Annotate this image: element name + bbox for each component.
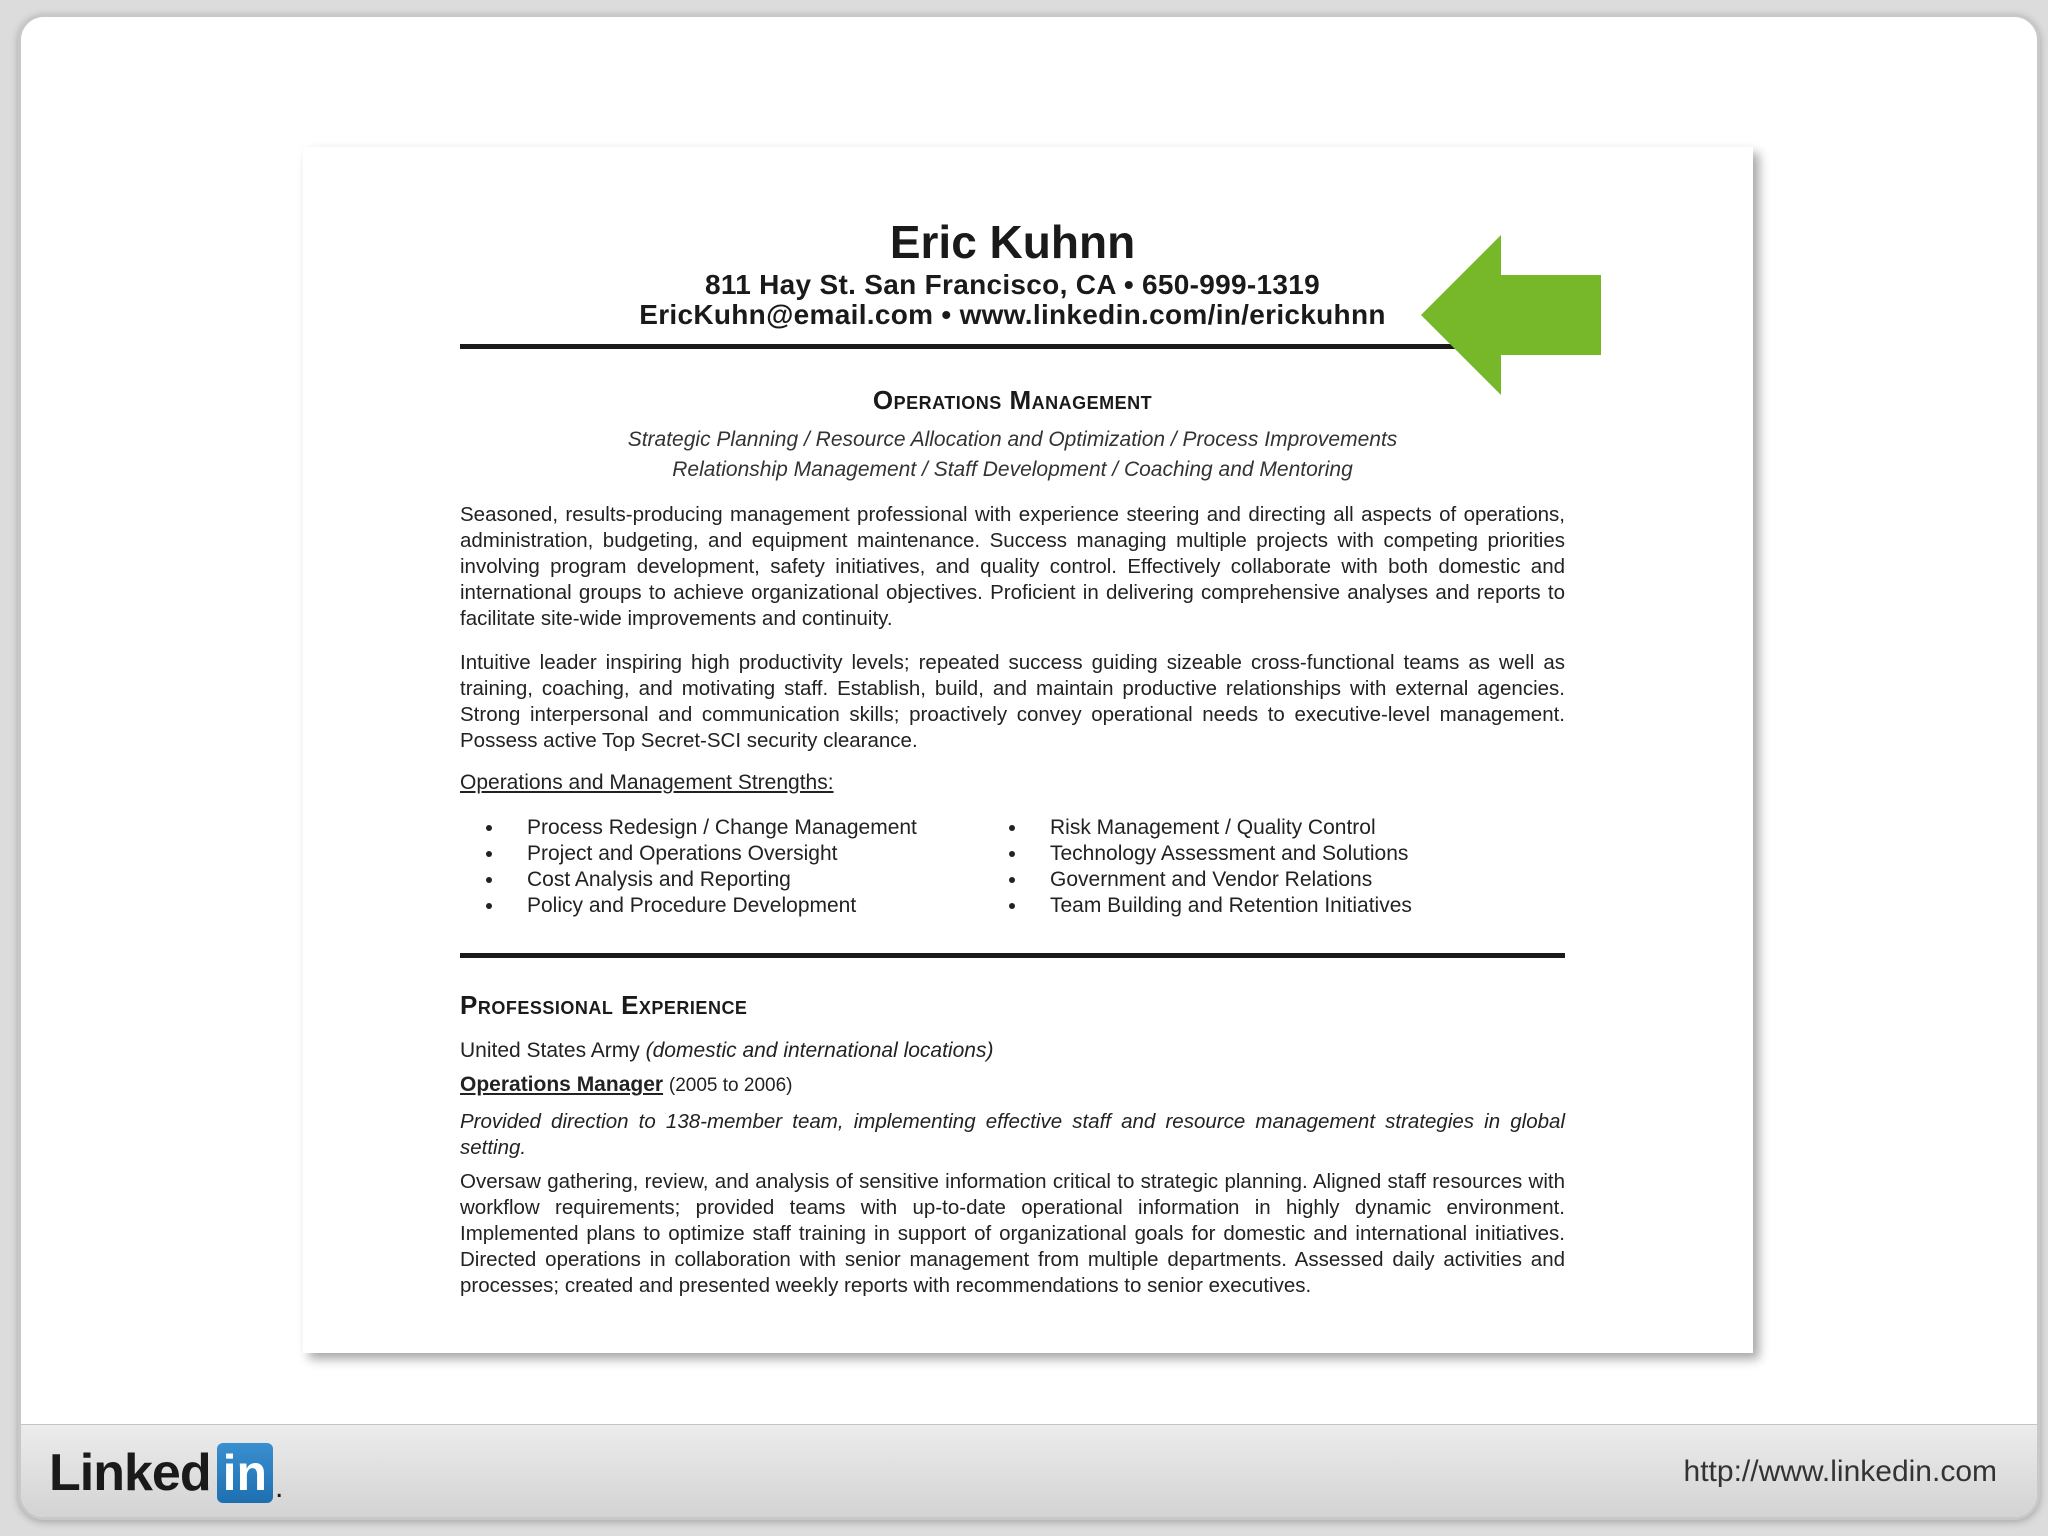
strengths-heading: Operations and Management Strengths: [460,771,834,794]
job-summary: Provided direction to 138-member team, implementing effective staff and resource management strategies in global setting. [460,1110,1565,1159]
slide [18,14,2040,1520]
strengths-list-left [425,815,1025,919]
contact-address-phone: 811 Hay St. San Francisco, CA • 650-999-1319 [705,269,1320,300]
employer-name: United States Army [460,1039,640,1062]
contact-email-url: EricKuhn@email.com • www.linkedin.com/in/erickuhnn [639,299,1386,330]
section-title-experience: Professional Experience [460,990,748,1020]
linkedin-logo[interactable] [49,1441,283,1505]
job-title: Operations Manager [460,1073,664,1096]
list-item: • Team Building and Retention Initiatives [1028,893,1588,919]
summary-paragraph-1: Seasoned, results-producing management professional with experience steering and directing all aspects of operations, administration, budgeting, and equipment maintenance. Success managing multiple projects with competing priorities involving program development, safety initiatives, and quality control. Effectively collaborate with both domestic and international groups to achieve organizational objectives. Proficient in delivering comprehensive analyses and reports to facilitate site-wide improvements and continuity. [460,503,1565,630]
resume-name: Eric Kuhnn [889,216,1136,268]
employer-line [460,1039,993,1063]
list-item: • Process Redesign / Change Management [505,815,1025,841]
resume-page [303,147,1753,1353]
footer-bar [21,1424,2037,1517]
logo-dot: . [275,1471,284,1504]
skills-line-1: Strategic Planning / Resource Allocation and Optimization / Process Improvements [627,428,1398,451]
job-title-line [460,1073,793,1097]
logo-in-badge: in [217,1443,273,1503]
header-rule [460,344,1565,349]
list-item: • Cost Analysis and Reporting [505,867,1025,893]
section-rule [460,953,1565,958]
list-item: • Risk Management / Quality Control [1028,815,1588,841]
section-title-operations: Operations Management [872,385,1153,415]
logo-linked-text: Linked [49,1444,211,1502]
employer-note: (domestic and international locations) [645,1039,994,1062]
skills-line-2: Relationship Management / Staff Development / Coaching and Mentoring [672,458,1353,481]
footer-url-link[interactable]: http://www.linkedin.com [1683,1455,1997,1488]
list-item: • Government and Vendor Relations [1028,867,1588,893]
list-item: • Project and Operations Oversight [505,841,1025,867]
strengths-list-right [948,815,1588,919]
list-item: • Technology Assessment and Solutions [1028,841,1588,867]
job-dates: (2005 to 2006) [668,1075,793,1096]
arrow-left-icon [1421,235,1601,395]
summary-paragraph-2: Intuitive leader inspiring high productivity levels; repeated success guiding sizeable cross-functional teams as well as training, coaching, and motivating staff. Establish, build, and maintain productive relationships with external agencies. Strong interpersonal and communication skills; proactively convey operational needs to executive-level management. Possess active Top Secret-SCI security clearance. [460,651,1565,752]
list-item: • Policy and Procedure Development [505,893,1025,919]
job-detail: Oversaw gathering, review, and analysis of sensitive information critical to strategic planning. Aligned staff resources with workflow requirements; provided teams with up-to-date operational information in highly dynamic environment. Implemented plans to optimize staff training in support of organizational goals for domestic and international initiatives. Directed operations in collaboration with senior management from multiple departments. Assessed daily activities and processes; created and presented weekly reports with recommendations to senior executives. [460,1170,1565,1297]
resume-content [460,147,1565,1353]
